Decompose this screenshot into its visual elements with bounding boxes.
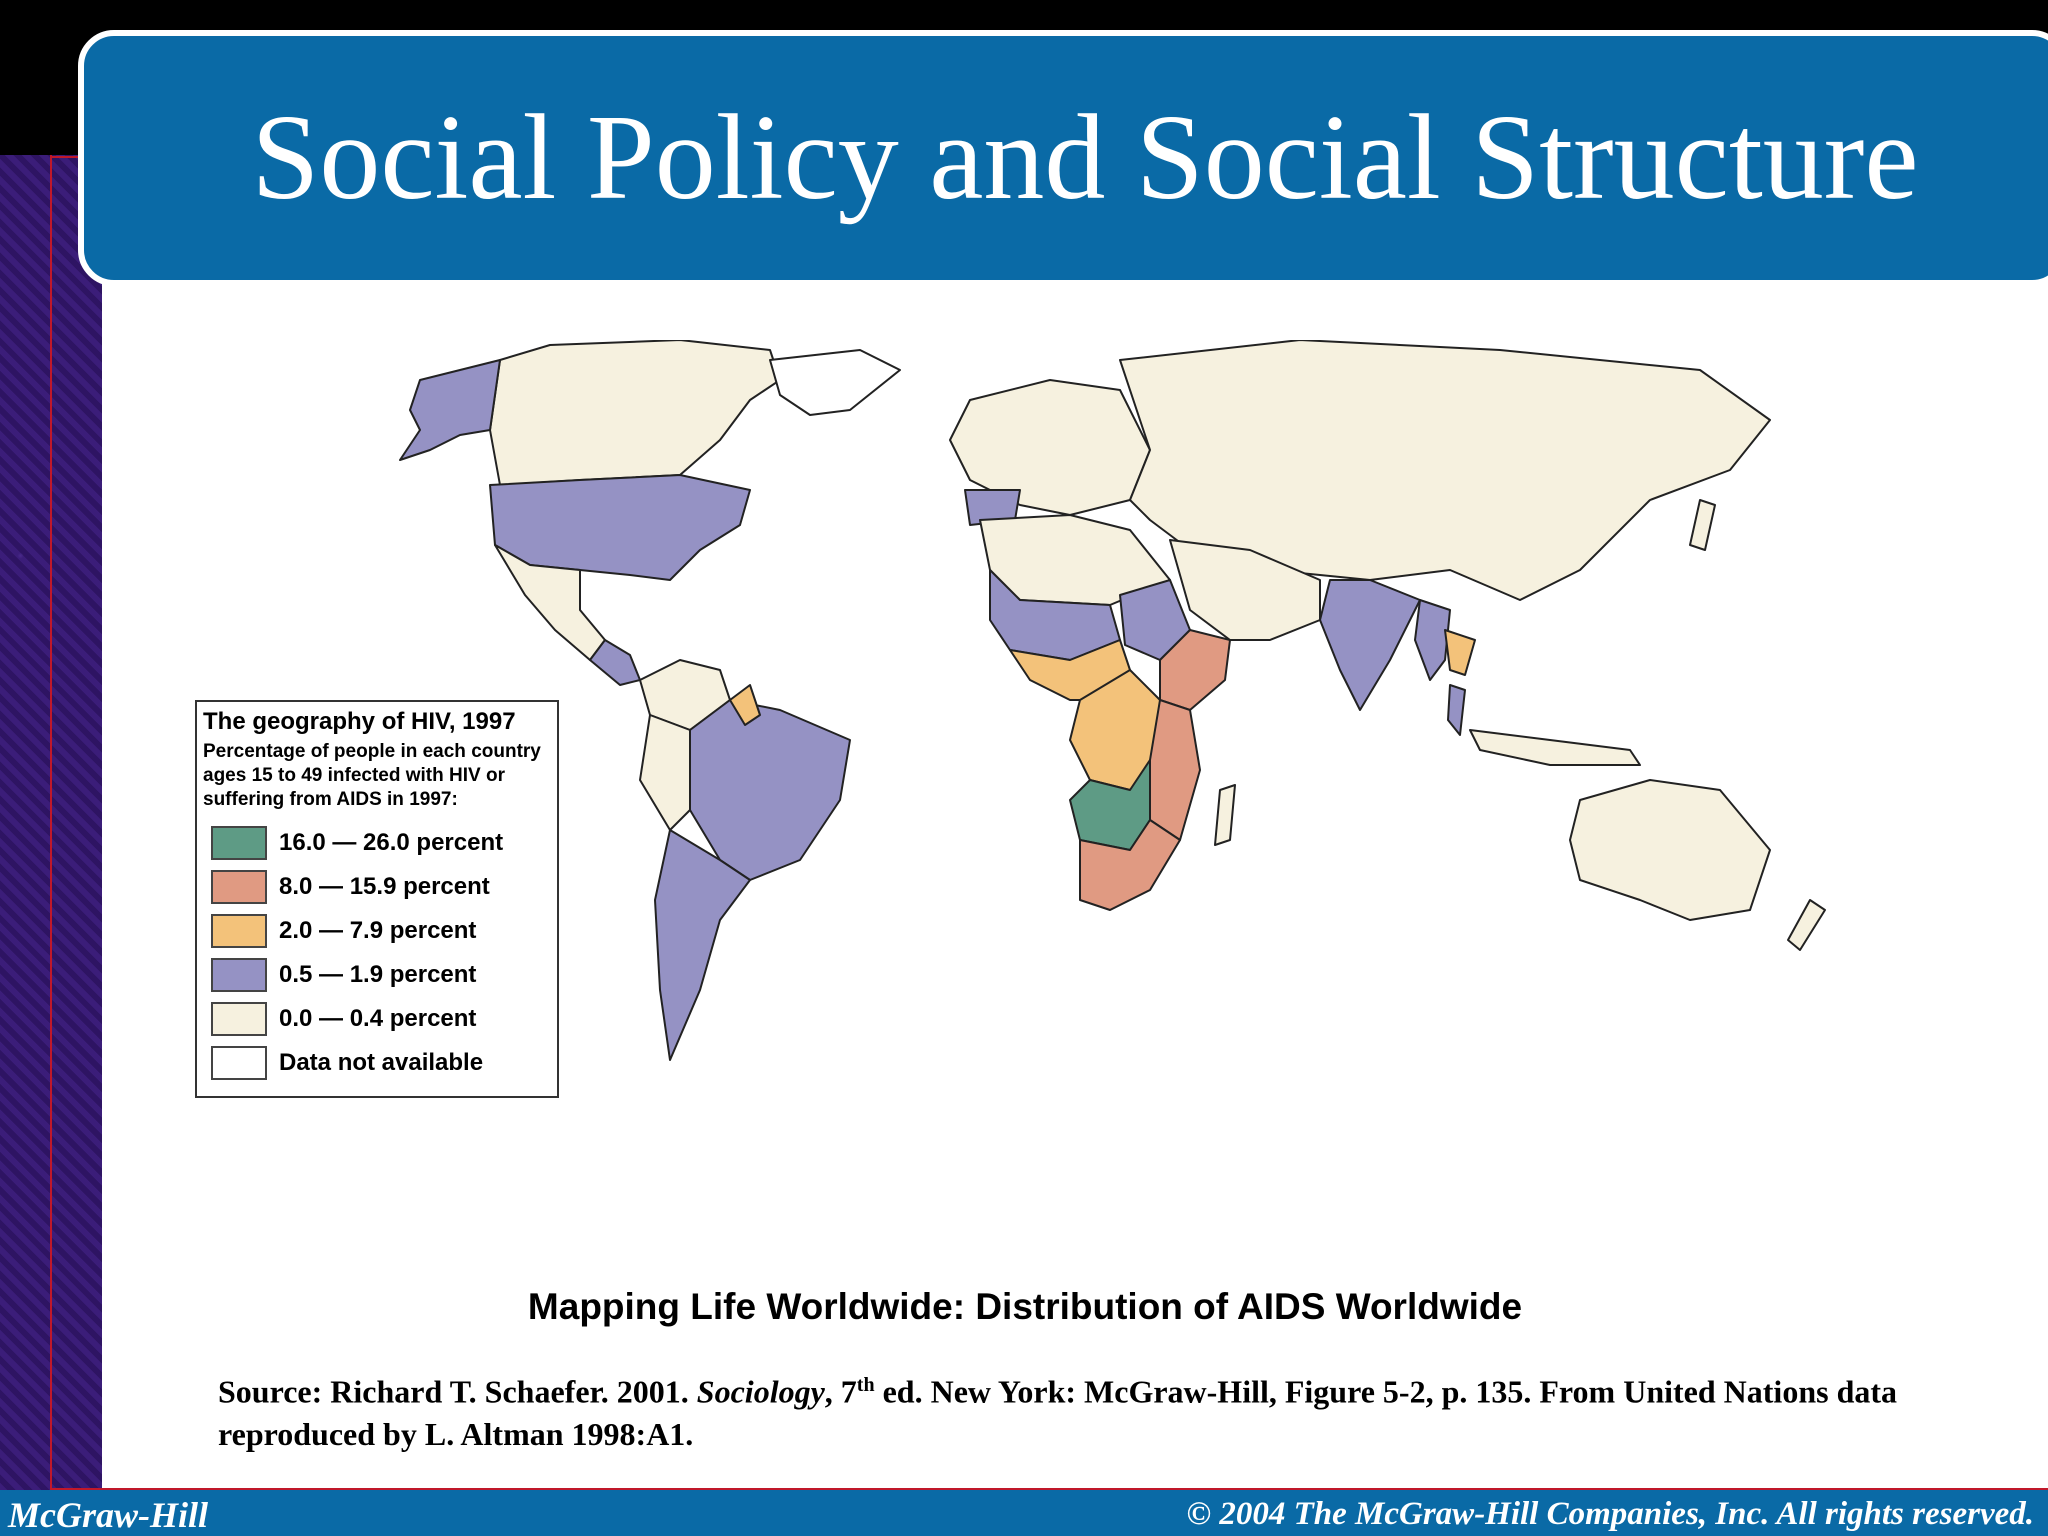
- region-canada: [490, 340, 780, 485]
- source-edition: , 7: [824, 1373, 857, 1410]
- legend-label: 8.0 — 15.9 percent: [279, 873, 490, 900]
- legend-label: 0.5 — 1.9 percent: [279, 961, 477, 988]
- region-madagascar: [1215, 785, 1235, 845]
- legend-description: Percentage of people in each country ages 15 to 49 infected with HIV or suffering from AIDS in 1997:: [203, 741, 541, 810]
- slide-title: Social Policy and Social Structure: [251, 90, 1919, 225]
- legend-swatch: [211, 1002, 267, 1036]
- legend-label: 0.0 — 0.4 percent: [279, 1005, 477, 1032]
- source-prefix: Source: Richard T. Schaefer. 2001.: [218, 1373, 697, 1410]
- map-caption: Mapping Life Worldwide: Distribution of AIDS Worldwide: [527, 1286, 1523, 1327]
- red-border-left: [50, 155, 52, 1491]
- legend-swatch: [211, 958, 267, 992]
- source-edition-suffix: th: [856, 1374, 875, 1396]
- region-peru-bolivia: [640, 715, 690, 830]
- region-japan: [1690, 500, 1715, 550]
- legend-label: 16.0 — 26.0 percent: [279, 829, 504, 856]
- region-india: [1320, 580, 1420, 710]
- legend-swatch: [211, 1046, 267, 1080]
- region-alaska: [400, 360, 500, 460]
- source-book-title: Sociology: [696, 1373, 825, 1410]
- legend-swatch: [211, 870, 267, 904]
- legend-label: 2.0 — 7.9 percent: [279, 917, 477, 944]
- legend-title: The geography of HIV, 1997: [203, 708, 516, 735]
- source-citation: [218, 1364, 1918, 1455]
- map-legend: [195, 700, 559, 1098]
- region-australia: [1570, 780, 1770, 920]
- region-tanzania-mozambique: [1150, 700, 1200, 840]
- footer-bar: [0, 1490, 2048, 1536]
- region-malaysia: [1448, 685, 1465, 735]
- region-thailand: [1445, 630, 1475, 675]
- source-rest: ed. New York: McGraw-Hill, Figure 5-2, p. 135. From United Nations data reproduced by L. Altman 1998:A1.: [218, 1373, 1898, 1452]
- footer-copyright: © 2004 The McGraw-Hill Companies, Inc. All rights reserved.: [1186, 1496, 2034, 1532]
- legend-label: Data not available: [279, 1049, 484, 1076]
- legend-swatch: [211, 914, 267, 948]
- legend-swatch: [211, 826, 267, 860]
- footer-publisher: McGraw-Hill: [8, 1495, 209, 1535]
- region-greenland: [770, 350, 900, 415]
- region-new-zealand: [1788, 900, 1825, 950]
- region-brazil: [690, 700, 850, 880]
- region-myanmar: [1415, 600, 1450, 680]
- region-indonesia: [1470, 730, 1640, 765]
